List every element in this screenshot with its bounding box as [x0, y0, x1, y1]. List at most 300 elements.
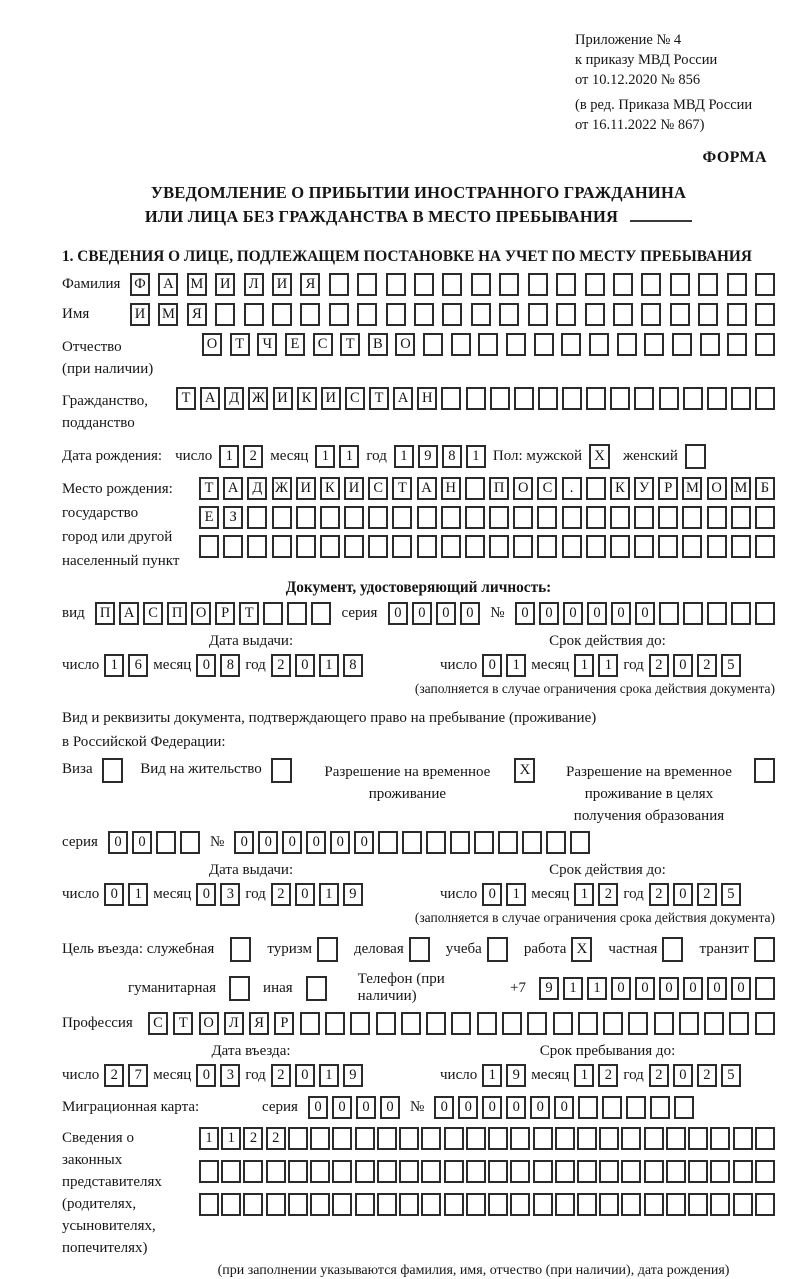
char-cell[interactable]: 0 [295, 654, 315, 677]
char-cell[interactable] [414, 273, 434, 296]
char-cell[interactable]: Я [300, 273, 320, 296]
char-cell[interactable] [272, 535, 292, 558]
char-cell[interactable]: 2 [266, 1127, 286, 1150]
char-cell[interactable] [527, 1012, 547, 1035]
char-cell[interactable] [502, 1012, 522, 1035]
char-cell[interactable] [533, 1127, 553, 1150]
char-cell[interactable]: 0 [635, 977, 655, 1000]
char-cell[interactable] [534, 333, 554, 356]
char-cell[interactable]: 0 [635, 602, 655, 625]
char-cell[interactable] [421, 1160, 441, 1183]
char-cell[interactable] [666, 1193, 686, 1216]
char-cell[interactable]: Т [369, 387, 389, 410]
char-cell[interactable] [679, 1012, 699, 1035]
char-cell[interactable] [586, 477, 606, 500]
char-cell[interactable] [466, 1193, 486, 1216]
char-cell[interactable]: 0 [482, 1096, 502, 1119]
char-cell[interactable]: Ч [257, 333, 277, 356]
char-cell[interactable] [688, 1160, 708, 1183]
char-cell[interactable]: 2 [598, 883, 618, 906]
char-cell[interactable]: 0 [611, 977, 631, 1000]
char-cell[interactable] [329, 273, 349, 296]
char-cell[interactable] [247, 535, 267, 558]
char-cell[interactable]: 0 [412, 602, 432, 625]
char-cell[interactable] [586, 535, 606, 558]
char-cell[interactable]: С [345, 387, 365, 410]
char-cell[interactable]: Л [224, 1012, 244, 1035]
char-cell[interactable]: 0 [482, 654, 502, 677]
char-cell[interactable] [755, 1160, 775, 1183]
char-cell[interactable] [498, 831, 518, 854]
char-cell[interactable]: 8 [442, 445, 462, 468]
char-cell[interactable] [288, 1193, 308, 1216]
char-cell[interactable]: М [682, 477, 702, 500]
char-cell[interactable]: Н [417, 387, 437, 410]
char-cell[interactable]: А [200, 387, 220, 410]
char-cell[interactable] [698, 303, 718, 326]
char-cell[interactable]: И [272, 273, 292, 296]
char-cell[interactable]: 0 [673, 654, 693, 677]
char-cell[interactable]: 0 [306, 831, 326, 854]
char-cell[interactable] [710, 1160, 730, 1183]
char-cell[interactable]: 0 [108, 831, 128, 854]
char-cell[interactable] [310, 1193, 330, 1216]
char-cell[interactable] [471, 303, 491, 326]
char-cell[interactable]: 1 [506, 883, 526, 906]
char-cell[interactable]: 0 [683, 977, 703, 1000]
char-cell[interactable]: О [202, 333, 222, 356]
char-cell[interactable] [441, 387, 461, 410]
char-cell[interactable]: Т [176, 387, 196, 410]
char-cell[interactable] [423, 333, 443, 356]
char-cell[interactable] [451, 333, 471, 356]
char-cell[interactable] [399, 1193, 419, 1216]
char-cell[interactable] [499, 303, 519, 326]
char-cell[interactable] [555, 1160, 575, 1183]
char-cell[interactable] [266, 1160, 286, 1183]
char-cell[interactable] [682, 506, 702, 529]
char-cell[interactable] [402, 831, 422, 854]
char-cell[interactable] [417, 535, 437, 558]
char-cell[interactable]: 1 [598, 654, 618, 677]
char-cell[interactable]: 8 [220, 654, 240, 677]
purpose-official-checkbox[interactable] [230, 937, 251, 962]
char-cell[interactable] [471, 273, 491, 296]
char-cell[interactable] [499, 273, 519, 296]
char-cell[interactable]: И [344, 477, 364, 500]
char-cell[interactable]: О [395, 333, 415, 356]
char-cell[interactable] [666, 1127, 686, 1150]
char-cell[interactable] [727, 303, 747, 326]
char-cell[interactable]: 0 [530, 1096, 550, 1119]
char-cell[interactable] [570, 831, 590, 854]
char-cell[interactable] [577, 1127, 597, 1150]
char-cell[interactable] [710, 1193, 730, 1216]
char-cell[interactable]: 9 [418, 445, 438, 468]
char-cell[interactable]: 0 [458, 1096, 478, 1119]
char-cell[interactable]: 2 [271, 883, 291, 906]
char-cell[interactable] [641, 303, 661, 326]
char-cell[interactable] [562, 535, 582, 558]
char-cell[interactable] [610, 535, 630, 558]
char-cell[interactable]: 0 [104, 883, 124, 906]
char-cell[interactable] [670, 303, 690, 326]
char-cell[interactable]: К [320, 477, 340, 500]
char-cell[interactable] [585, 303, 605, 326]
char-cell[interactable]: 5 [721, 1064, 741, 1087]
char-cell[interactable]: У [634, 477, 654, 500]
char-cell[interactable]: 1 [104, 654, 124, 677]
char-cell[interactable] [538, 387, 558, 410]
char-cell[interactable] [682, 535, 702, 558]
char-cell[interactable]: Т [199, 477, 219, 500]
char-cell[interactable] [421, 1127, 441, 1150]
char-cell[interactable]: 0 [380, 1096, 400, 1119]
char-cell[interactable] [650, 1096, 670, 1119]
char-cell[interactable] [244, 303, 264, 326]
char-cell[interactable] [599, 1193, 619, 1216]
purpose-work-checkbox[interactable]: X [571, 937, 592, 962]
char-cell[interactable] [644, 1160, 664, 1183]
char-cell[interactable] [553, 1012, 573, 1035]
char-cell[interactable]: С [143, 602, 163, 625]
char-cell[interactable]: Е [285, 333, 305, 356]
char-cell[interactable]: 1 [394, 445, 414, 468]
char-cell[interactable]: Р [274, 1012, 294, 1035]
char-cell[interactable] [733, 1160, 753, 1183]
char-cell[interactable] [329, 303, 349, 326]
char-cell[interactable] [466, 1160, 486, 1183]
char-cell[interactable]: 0 [356, 1096, 376, 1119]
char-cell[interactable] [199, 1160, 219, 1183]
char-cell[interactable] [426, 1012, 446, 1035]
char-cell[interactable] [555, 1193, 575, 1216]
char-cell[interactable]: 0 [388, 602, 408, 625]
char-cell[interactable]: 1 [466, 445, 486, 468]
char-cell[interactable]: Б [755, 477, 775, 500]
char-cell[interactable] [698, 273, 718, 296]
female-checkbox[interactable] [685, 444, 706, 469]
char-cell[interactable] [585, 273, 605, 296]
char-cell[interactable] [357, 303, 377, 326]
char-cell[interactable]: С [368, 477, 388, 500]
char-cell[interactable] [399, 1127, 419, 1150]
char-cell[interactable] [537, 535, 557, 558]
char-cell[interactable] [243, 1160, 263, 1183]
char-cell[interactable] [561, 333, 581, 356]
char-cell[interactable] [288, 1127, 308, 1150]
char-cell[interactable] [221, 1160, 241, 1183]
char-cell[interactable]: С [148, 1012, 168, 1035]
char-cell[interactable]: З [223, 506, 243, 529]
char-cell[interactable]: Р [658, 477, 678, 500]
visa-checkbox[interactable] [102, 758, 123, 783]
char-cell[interactable]: 2 [649, 654, 669, 677]
char-cell[interactable]: 1 [563, 977, 583, 1000]
char-cell[interactable] [296, 535, 316, 558]
char-cell[interactable]: 9 [539, 977, 559, 1000]
char-cell[interactable] [311, 602, 331, 625]
char-cell[interactable]: 6 [128, 654, 148, 677]
char-cell[interactable]: 0 [196, 654, 216, 677]
char-cell[interactable] [731, 535, 751, 558]
char-cell[interactable] [488, 1193, 508, 1216]
char-cell[interactable] [320, 506, 340, 529]
char-cell[interactable] [621, 1193, 641, 1216]
char-cell[interactable] [654, 1012, 674, 1035]
char-cell[interactable] [755, 273, 775, 296]
char-cell[interactable]: . [562, 477, 582, 500]
char-cell[interactable] [355, 1127, 375, 1150]
char-cell[interactable] [287, 602, 307, 625]
char-cell[interactable]: 0 [295, 1064, 315, 1087]
char-cell[interactable]: 0 [354, 831, 374, 854]
char-cell[interactable] [613, 273, 633, 296]
char-cell[interactable] [659, 602, 679, 625]
char-cell[interactable] [731, 602, 751, 625]
char-cell[interactable] [488, 1127, 508, 1150]
char-cell[interactable] [533, 1160, 553, 1183]
char-cell[interactable] [621, 1127, 641, 1150]
char-cell[interactable] [489, 535, 509, 558]
char-cell[interactable] [578, 1096, 598, 1119]
char-cell[interactable]: А [223, 477, 243, 500]
char-cell[interactable] [659, 387, 679, 410]
char-cell[interactable]: 1 [221, 1127, 241, 1150]
char-cell[interactable]: 0 [436, 602, 456, 625]
char-cell[interactable] [755, 977, 775, 1000]
char-cell[interactable] [610, 387, 630, 410]
char-cell[interactable]: 0 [611, 602, 631, 625]
char-cell[interactable] [533, 1193, 553, 1216]
purpose-study-checkbox[interactable] [487, 937, 508, 962]
char-cell[interactable]: 0 [554, 1096, 574, 1119]
char-cell[interactable] [528, 273, 548, 296]
char-cell[interactable]: 2 [697, 883, 717, 906]
char-cell[interactable] [332, 1160, 352, 1183]
char-cell[interactable] [522, 831, 542, 854]
char-cell[interactable]: 9 [506, 1064, 526, 1087]
char-cell[interactable]: 9 [343, 883, 363, 906]
char-cell[interactable] [510, 1160, 530, 1183]
char-cell[interactable]: 2 [104, 1064, 124, 1087]
char-cell[interactable] [755, 333, 775, 356]
char-cell[interactable] [755, 535, 775, 558]
char-cell[interactable] [634, 535, 654, 558]
char-cell[interactable]: 0 [673, 883, 693, 906]
char-cell[interactable] [537, 506, 557, 529]
char-cell[interactable]: 3 [220, 883, 240, 906]
char-cell[interactable] [562, 506, 582, 529]
char-cell[interactable]: Д [224, 387, 244, 410]
char-cell[interactable]: 0 [132, 831, 152, 854]
char-cell[interactable] [272, 506, 292, 529]
char-cell[interactable]: С [313, 333, 333, 356]
char-cell[interactable]: 2 [649, 1064, 669, 1087]
char-cell[interactable]: 0 [673, 1064, 693, 1087]
char-cell[interactable]: 5 [721, 883, 741, 906]
char-cell[interactable] [378, 831, 398, 854]
char-cell[interactable] [180, 831, 200, 854]
char-cell[interactable] [729, 1012, 749, 1035]
char-cell[interactable] [731, 506, 751, 529]
char-cell[interactable]: Ф [130, 273, 150, 296]
char-cell[interactable]: Т [230, 333, 250, 356]
char-cell[interactable] [510, 1127, 530, 1150]
char-cell[interactable] [658, 535, 678, 558]
char-cell[interactable] [621, 1160, 641, 1183]
char-cell[interactable]: 0 [332, 1096, 352, 1119]
char-cell[interactable]: 0 [731, 977, 751, 1000]
char-cell[interactable] [707, 535, 727, 558]
char-cell[interactable]: 0 [506, 1096, 526, 1119]
char-cell[interactable] [441, 535, 461, 558]
char-cell[interactable]: 1 [319, 1064, 339, 1087]
char-cell[interactable] [755, 1193, 775, 1216]
char-cell[interactable]: О [513, 477, 533, 500]
char-cell[interactable] [700, 333, 720, 356]
char-cell[interactable]: 2 [598, 1064, 618, 1087]
char-cell[interactable] [489, 506, 509, 529]
char-cell[interactable]: П [167, 602, 187, 625]
char-cell[interactable] [641, 273, 661, 296]
char-cell[interactable] [506, 333, 526, 356]
char-cell[interactable] [368, 506, 388, 529]
char-cell[interactable]: К [610, 477, 630, 500]
char-cell[interactable] [589, 333, 609, 356]
char-cell[interactable] [247, 506, 267, 529]
char-cell[interactable]: 7 [128, 1064, 148, 1087]
char-cell[interactable] [546, 831, 566, 854]
char-cell[interactable] [599, 1160, 619, 1183]
purpose-business-checkbox[interactable] [409, 937, 430, 962]
char-cell[interactable] [386, 273, 406, 296]
char-cell[interactable]: И [321, 387, 341, 410]
char-cell[interactable]: 1 [482, 1064, 502, 1087]
char-cell[interactable] [221, 1193, 241, 1216]
char-cell[interactable] [644, 1127, 664, 1150]
char-cell[interactable]: 0 [308, 1096, 328, 1119]
temp-residence-checkbox[interactable]: X [514, 758, 535, 783]
char-cell[interactable] [644, 333, 664, 356]
char-cell[interactable] [578, 1012, 598, 1035]
char-cell[interactable]: С [537, 477, 557, 500]
char-cell[interactable]: 2 [697, 654, 717, 677]
char-cell[interactable] [377, 1127, 397, 1150]
char-cell[interactable] [401, 1012, 421, 1035]
char-cell[interactable]: Т [239, 602, 259, 625]
char-cell[interactable] [376, 1012, 396, 1035]
char-cell[interactable] [602, 1096, 622, 1119]
char-cell[interactable]: В [368, 333, 388, 356]
char-cell[interactable] [556, 303, 576, 326]
char-cell[interactable] [344, 535, 364, 558]
char-cell[interactable]: О [707, 477, 727, 500]
char-cell[interactable] [710, 1127, 730, 1150]
char-cell[interactable] [272, 303, 292, 326]
char-cell[interactable] [755, 303, 775, 326]
char-cell[interactable]: 9 [343, 1064, 363, 1087]
char-cell[interactable] [386, 303, 406, 326]
char-cell[interactable]: 0 [563, 602, 583, 625]
char-cell[interactable] [562, 387, 582, 410]
purpose-tourism-checkbox[interactable] [317, 937, 338, 962]
residence-permit-checkbox[interactable] [271, 758, 292, 783]
char-cell[interactable] [610, 506, 630, 529]
purpose-transit-checkbox[interactable] [754, 937, 775, 962]
char-cell[interactable] [688, 1193, 708, 1216]
char-cell[interactable]: 0 [196, 883, 216, 906]
char-cell[interactable] [528, 303, 548, 326]
char-cell[interactable]: И [273, 387, 293, 410]
char-cell[interactable]: Т [392, 477, 412, 500]
char-cell[interactable] [731, 387, 751, 410]
purpose-private-checkbox[interactable] [662, 937, 683, 962]
char-cell[interactable] [199, 1193, 219, 1216]
char-cell[interactable]: 2 [649, 883, 669, 906]
char-cell[interactable] [414, 303, 434, 326]
char-cell[interactable] [223, 535, 243, 558]
char-cell[interactable]: 0 [515, 602, 535, 625]
char-cell[interactable] [474, 831, 494, 854]
male-checkbox[interactable]: X [589, 444, 610, 469]
char-cell[interactable] [465, 506, 485, 529]
char-cell[interactable] [577, 1193, 597, 1216]
char-cell[interactable]: 2 [271, 1064, 291, 1087]
char-cell[interactable]: 1 [219, 445, 239, 468]
char-cell[interactable] [670, 273, 690, 296]
char-cell[interactable] [441, 506, 461, 529]
char-cell[interactable]: 0 [659, 977, 679, 1000]
char-cell[interactable] [727, 273, 747, 296]
char-cell[interactable] [451, 1012, 471, 1035]
char-cell[interactable] [733, 1127, 753, 1150]
char-cell[interactable]: А [393, 387, 413, 410]
char-cell[interactable] [310, 1127, 330, 1150]
char-cell[interactable]: 0 [282, 831, 302, 854]
char-cell[interactable] [613, 303, 633, 326]
char-cell[interactable] [513, 535, 533, 558]
char-cell[interactable] [674, 1096, 694, 1119]
char-cell[interactable] [683, 387, 703, 410]
char-cell[interactable] [344, 506, 364, 529]
char-cell[interactable] [658, 506, 678, 529]
char-cell[interactable] [514, 387, 534, 410]
char-cell[interactable] [755, 1127, 775, 1150]
char-cell[interactable]: Н [441, 477, 461, 500]
char-cell[interactable] [263, 602, 283, 625]
char-cell[interactable]: И [215, 273, 235, 296]
char-cell[interactable]: 2 [271, 654, 291, 677]
char-cell[interactable] [392, 535, 412, 558]
char-cell[interactable] [355, 1160, 375, 1183]
char-cell[interactable] [555, 1127, 575, 1150]
char-cell[interactable] [727, 333, 747, 356]
char-cell[interactable]: К [297, 387, 317, 410]
char-cell[interactable]: М [158, 303, 178, 326]
char-cell[interactable]: 0 [539, 602, 559, 625]
char-cell[interactable] [617, 333, 637, 356]
char-cell[interactable]: 1 [506, 654, 526, 677]
char-cell[interactable] [634, 506, 654, 529]
char-cell[interactable] [300, 1012, 320, 1035]
char-cell[interactable]: 0 [234, 831, 254, 854]
char-cell[interactable] [296, 506, 316, 529]
char-cell[interactable] [320, 535, 340, 558]
char-cell[interactable] [603, 1012, 623, 1035]
char-cell[interactable] [755, 387, 775, 410]
char-cell[interactable]: 0 [482, 883, 502, 906]
